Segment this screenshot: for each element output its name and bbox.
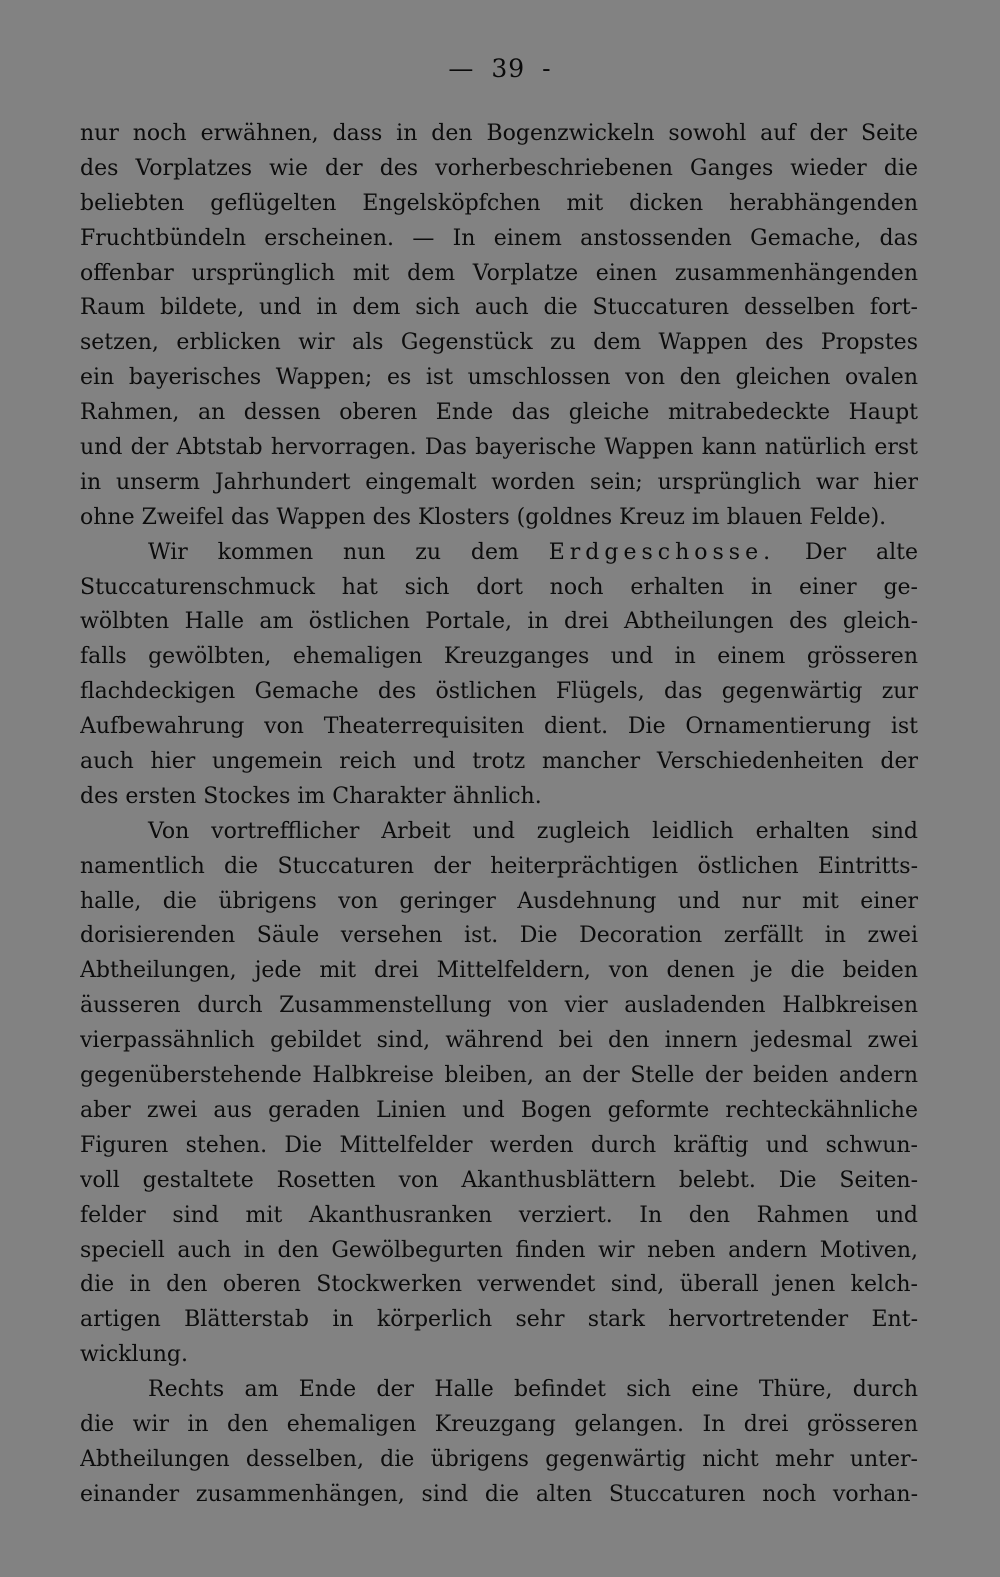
- header-dash-right: -: [542, 54, 552, 83]
- text-line: Wir kommen nun zu dem Erdgeschosse. Der alte: [148, 539, 918, 565]
- text-line: des ersten Stockes im Charakter ähnlich.: [80, 783, 542, 809]
- page-number: 39: [491, 54, 526, 83]
- page-header: [0, 54, 1000, 83]
- text-line: ohne Zweifel das Wappen des Klosters (goldnes Kreuz im blauen Felde).: [80, 504, 887, 530]
- text-line: wicklung.: [80, 1342, 188, 1368]
- header-dash-left: —: [448, 54, 475, 83]
- text-line: Von vortrefflicher Arbeit und zugleich leidlich erhalten sind: [148, 818, 918, 844]
- body-text: [80, 117, 918, 1513]
- text-line: die in den oberen Stockwerken verwendet sind, überall jenen kelch-: [80, 1272, 918, 1298]
- text-line: Abtheilungen, jede mit drei Mittelfeldern, von denen je die beiden: [80, 958, 918, 984]
- text-line: dorisierenden Säule versehen ist. Die Decoration zerfällt in zwei: [80, 923, 918, 949]
- text-line: namentlich die Stuccaturen der heiterprächtigen östlichen Eintritts-: [80, 853, 918, 879]
- text-line: nur noch erwähnen, dass in den Bogenzwickeln sowohl auf der Seite: [80, 121, 918, 146]
- text-line: die wir in den ehemaligen Kreuzgang gelangen. In drei grösseren: [80, 1411, 918, 1437]
- text-line: Rahmen, an dessen oberen Ende das gleiche mitrabedeckte Haupt: [80, 400, 918, 426]
- text-line: äusseren durch Zusammenstellung von vier ausladenden Halbkreisen: [80, 993, 918, 1019]
- text-line: speciell auch in den Gewölbegurten finden wir neben andern Motiven,: [80, 1237, 918, 1263]
- text-line: des Vorplatzes wie der des vorherbeschriebenen Ganges wieder die: [80, 155, 918, 181]
- spaced-word: Erdgeschosse.: [548, 539, 776, 565]
- text-line: wölbten Halle am östlichen Portale, in drei Abtheilungen des gleich-: [80, 609, 918, 635]
- text-line: Aufbewahrung von Theaterrequisiten dient. Die Ornamentierung ist: [80, 714, 918, 740]
- text-line: Stuccaturenschmuck hat sich dort noch erhalten in einer ge-: [80, 574, 918, 600]
- text-line: setzen, erblicken wir als Gegenstück zu dem Wappen des Propstes: [80, 330, 918, 356]
- text-line: Rechts am Ende der Halle befindet sich eine Thüre, durch: [148, 1377, 918, 1403]
- text-line: auch hier ungemein reich und trotz mancher Verschiedenheiten der: [80, 749, 918, 775]
- text-line: Fruchtbündeln erscheinen. — In einem anstossenden Gemache, das: [80, 225, 918, 251]
- text-line: gegenüberstehende Halbkreise bleiben, an der Stelle der beiden andern: [80, 1063, 918, 1089]
- text-line: voll gestaltete Rosetten von Akanthusblättern belebt. Die Seiten-: [80, 1167, 918, 1193]
- text-line: ein bayerisches Wappen; es ist umschlossen von den gleichen ovalen: [80, 365, 918, 391]
- text-line: Abtheilungen desselben, die übrigens gegenwärtig nicht mehr unter-: [80, 1446, 918, 1472]
- text-line: offenbar ursprünglich mit dem Vorplatze einen zusammenhängenden: [80, 260, 918, 286]
- text-line: Raum bildete, und in dem sich auch die Stuccaturen desselben fort-: [80, 295, 918, 321]
- text-line: Figuren stehen. Die Mittelfelder werden durch kräftig und schwun-: [80, 1132, 918, 1158]
- text-line: artigen Blätterstab in körperlich sehr stark hervortretender Ent-: [80, 1307, 918, 1333]
- text-line: einander zusammenhängen, sind die alten Stuccaturen noch vorhan-: [80, 1481, 918, 1507]
- text-line: flachdeckigen Gemache des östlichen Flügels, das gegenwärtig zur: [80, 679, 918, 705]
- text-line: in unserm Jahrhundert eingemalt worden sein; ursprünglich war hier: [80, 469, 918, 495]
- text-line: vierpassähnlich gebildet sind, während bei den innern jedesmal zwei: [80, 1028, 918, 1054]
- text-line: halle, die übrigens von geringer Ausdehnung und nur mit einer: [80, 888, 918, 914]
- text-line: und der Abtstab hervorragen. Das bayerische Wappen kann natürlich erst: [80, 435, 918, 461]
- text-line: beliebten geflügelten Engelsköpfchen mit dicken herabhängenden: [80, 190, 918, 216]
- text-line: falls gewölbten, ehemaligen Kreuzganges und in einem grösseren: [80, 644, 918, 670]
- text-line: felder sind mit Akanthusranken verziert. In den Rahmen und: [80, 1202, 918, 1228]
- text-line: aber zwei aus geraden Linien und Bogen geformte rechteckähnliche: [80, 1097, 918, 1123]
